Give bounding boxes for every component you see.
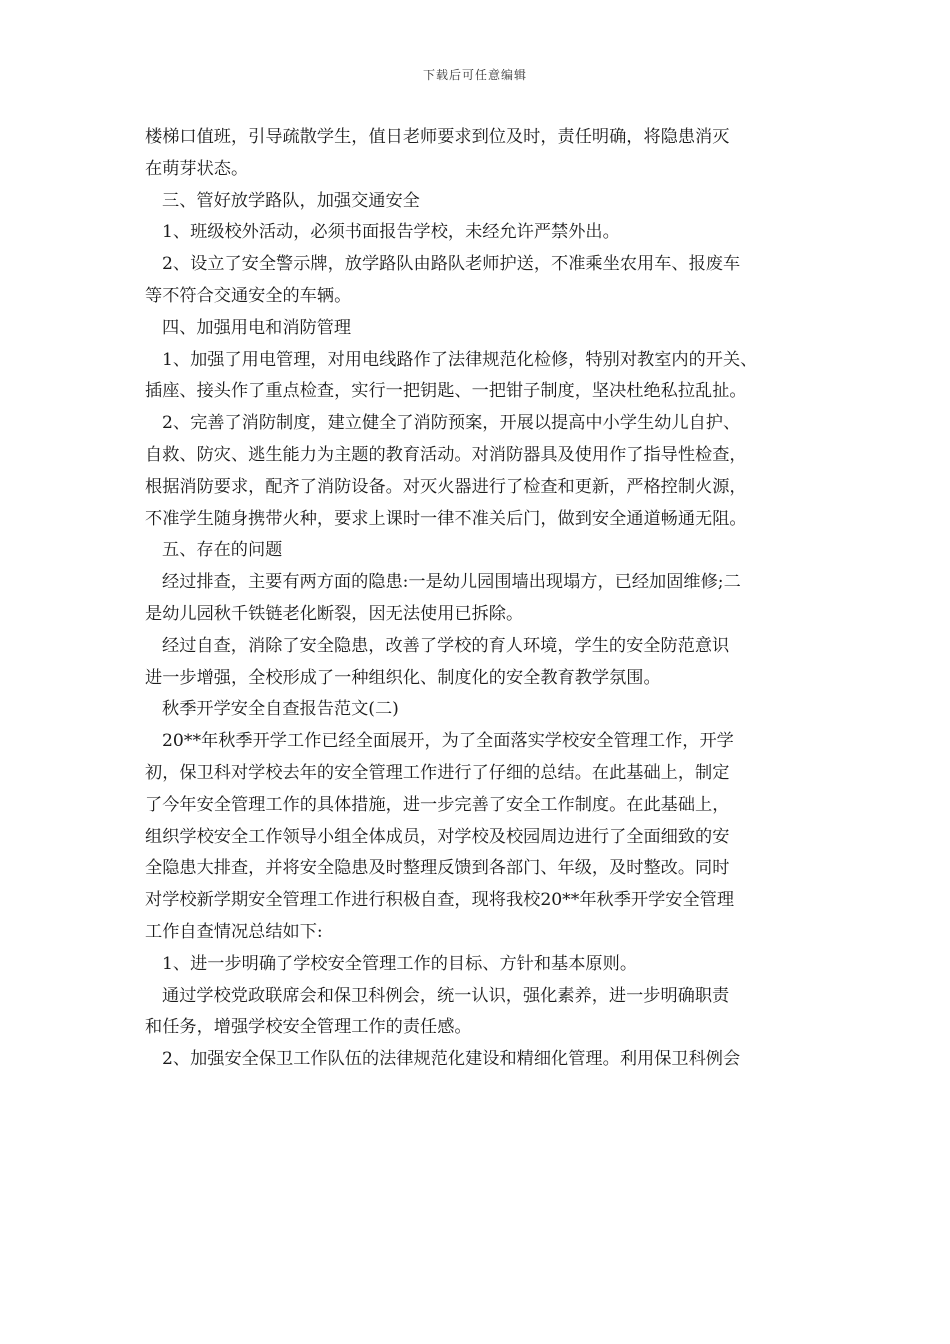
text-line: 1、加强了用电管理，对用电线路作了法律规范化检修，特别对教室内的开关、 <box>162 349 758 370</box>
text-line: 全隐患大排查，并将安全隐患及时整理反馈到各部门、年级，及时整改。同时 <box>145 858 730 879</box>
text-line: 在萌芽状态。 <box>145 158 249 179</box>
text-line: 进一步增强，全校形成了一种组织化、制度化的安全教育教学氛围。 <box>145 667 661 688</box>
text-line: 对学校新学期安全管理工作进行积极自查，现将我校20**年秋季开学安全管理 <box>145 890 735 911</box>
text-line: 是幼儿园秋千铁链老化断裂，因无法使用已拆除。 <box>145 603 524 624</box>
text-line: 2、完善了消防制度，建立健全了消防预案，开展以提高中小学生幼儿自护、 <box>162 413 741 434</box>
text-line: 通过学校党政联席会和保卫科例会，统一认识，强化素养，进一步明确职责 <box>162 985 730 1006</box>
text-line: 组织学校安全工作领导小组全体成员，对学校及校园周边进行了全面细致的安 <box>145 826 730 847</box>
text-line: 了今年安全管理工作的具体措施，进一步完善了安全工作制度。在此基础上， <box>145 794 730 815</box>
text-line: 秋季开学安全自查报告范文(二) <box>162 699 399 720</box>
text-line: 根据消防要求，配齐了消防设备。对灭火器进行了检查和更新，严格控制火源， <box>145 476 747 497</box>
text-line: 四、加强用电和消防管理 <box>162 317 352 338</box>
text-line: 等不符合交通安全的车辆。 <box>145 285 352 306</box>
text-line: 和任务，增强学校安全管理工作的责任感。 <box>145 1017 472 1038</box>
text-line: 五、存在的问题 <box>162 540 283 561</box>
text-line: 工作自查情况总结如下: <box>145 921 323 942</box>
text-line: 2、设立了安全警示牌，放学路队由路队老师护送，不准乘坐农用车、报废车 <box>162 254 741 275</box>
text-line: 自救、防灾、逃生能力为主题的教育活动。对消防器具及使用作了指导性检查， <box>145 444 747 465</box>
text-line: 三、管好放学路队，加强交通安全 <box>162 190 420 211</box>
text-line: 1、班级校外活动，必须书面报告学校，未经允许严禁外出。 <box>162 222 620 243</box>
text-line: 初，保卫科对学校去年的安全管理工作进行了仔细的总结。在此基础上，制定 <box>145 762 730 783</box>
page-header: 下载后可任意编辑 <box>422 68 527 82</box>
text-line: 经过自查，消除了安全隐患，改善了学校的育人环境，学生的安全防范意识 <box>162 635 730 656</box>
text-line: 1、进一步明确了学校安全管理工作的目标、方针和基本原则。 <box>162 953 638 974</box>
text-line: 楼梯口值班，引导疏散学生，值日老师要求到位及时，责任明确，将隐患消灭 <box>145 127 730 147</box>
text-line: 不准学生随身携带火种，要求上课时一律不准关后门，做到安全通道畅通无阻。 <box>145 508 747 529</box>
text-line: 插座、接头作了重点检查，实行一把钥匙、一把钳子制度，坚决杜绝私拉乱扯。 <box>145 381 747 402</box>
text-line: 20**年秋季开学工作已经全面展开，为了全面落实学校安全管理工作，开学 <box>162 731 734 752</box>
document-body <box>145 122 810 1076</box>
text-line: 经过排查，主要有两方面的隐患:一是幼儿园围墙出现塌方，已经加固维修;二 <box>162 572 741 593</box>
text-line: 2、加强安全保卫工作队伍的法律规范化建设和精细化管理。利用保卫科例会 <box>162 1049 741 1070</box>
